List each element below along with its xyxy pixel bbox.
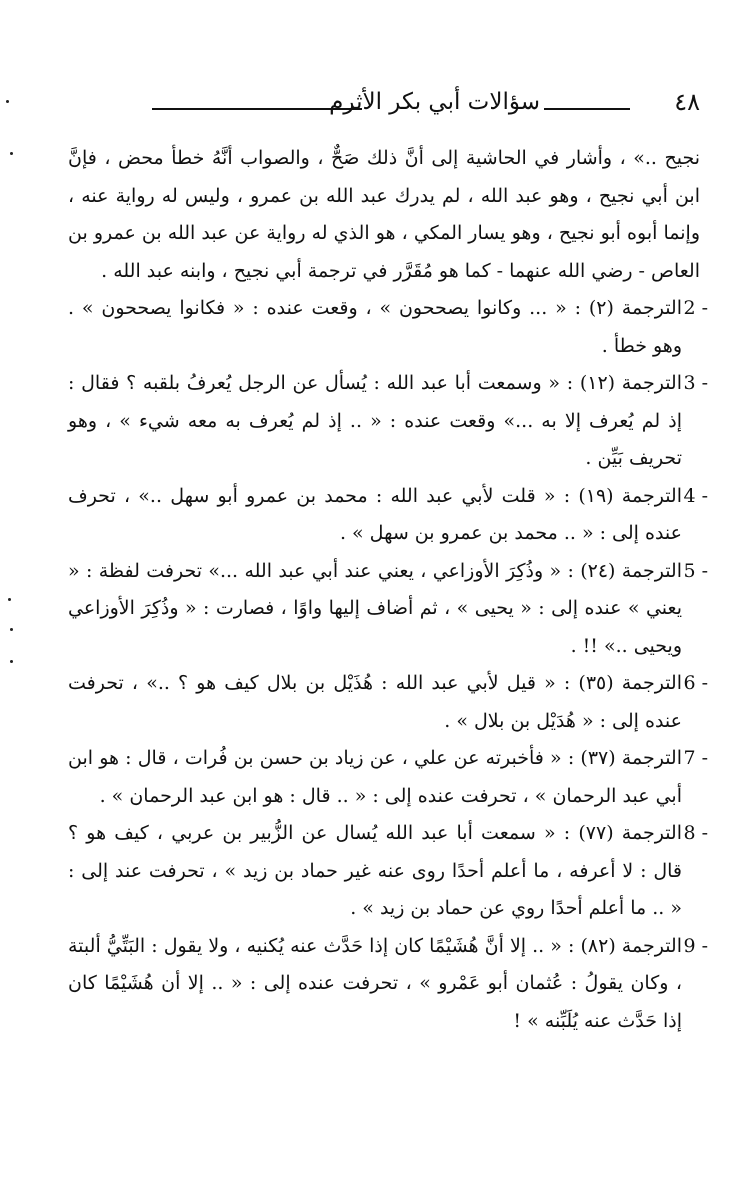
entry-text: الترجمة (٧٧) : « سمعت أبا عبد الله يُسال عن الزُّبير بن عربي ، كيف هو ؟ قال : لا أعرفه ، ما أعلم أحدًا روى عنه غير حماد بن زيد » ، تحرفت عند إلى : « .. ما أعلم أحدًا روي عن حماد بن زيد » . [68, 822, 683, 919]
running-title: سؤالات أبي بكر الأثرم [329, 89, 540, 115]
scan-speck [10, 628, 13, 631]
entry-number: 9 - [683, 934, 708, 957]
page-header [70, 86, 700, 122]
entry-number: 5 - [683, 559, 708, 582]
scan-speck [6, 100, 9, 103]
entry-text: الترجمة (٢) : « ... وكانوا يصححون » ، وقعت عنده : « فكانوا يصححون » . وهو خطأ . [68, 297, 682, 357]
header-rule-right [544, 108, 630, 110]
header-rule-left [152, 108, 362, 110]
page-body [68, 140, 708, 1040]
entry-number: 3 - [683, 372, 708, 394]
entry-8 [68, 815, 708, 928]
intro-paragraph: نجيح ..» ، وأشار في الحاشية إلى أنَّ ذلك صَحٌّ ، والصواب أنَّهُ خطأ محض ، فإنَّ ابن أبي نجيح ، وهو عبد الله ، لم يدرك عبد الله بن عمرو ، وليس له رواية عنه ، وإنما أبوه أبو نجيح ، وهو يسار المكي ، هو الذي له رواية عن عبد الله بن عمرو بن العاص - رضي الله عنهما - كما هو مُقَرَّر في ترجمة أبي نجيح ، وابنه عبد الله . [68, 147, 700, 282]
page-number: ٤٨ [674, 88, 700, 116]
entry-7 [68, 740, 708, 815]
entry-3 [68, 365, 708, 478]
entry-text: الترجمة (١٩) : « قلت لأبي عبد الله : محمد بن عمرو أبو سهل ..» ، تحرف عنده إلى : « .. محمد بن عمرو بن سهل » . [68, 484, 682, 544]
entry-4 [68, 478, 708, 553]
entry-6 [68, 665, 708, 740]
entry-2 [68, 290, 708, 365]
entry-9 [68, 928, 708, 1041]
entry-number: 7 - [683, 747, 708, 769]
entry-number: 4 - [683, 484, 708, 507]
entry-text: الترجمة (٣٥) : « قيل لأبي عبد الله : هُذَيْل بن بلال كيف هو ؟ ..» ، تحرفت عنده إلى : « هُدَيْل بن بلال » . [68, 672, 682, 732]
scan-speck [8, 598, 11, 601]
scan-speck [10, 660, 13, 663]
entry-number: 6 - [683, 672, 708, 694]
entry-5 [68, 553, 708, 666]
entry-text: الترجمة (٨٢) : « .. إلا أنَّ هُشَيْمًا كان إذا حَدَّث عنه يُكنيه ، ولا يقول : البَتِّيُّ ألبتة ، وكان يقولُ : عُثمان أبو عَمْرو » ، تحرفت عنده إلى : « .. إلا أن هُشَيْمًا كان إذا حَدَّث عنه يُلَبِّنه » ! [68, 934, 683, 1032]
entry-number: 8 - [683, 822, 708, 844]
entry-text: الترجمة (٣٧) : « فأخبرته عن علي ، عن زياد بن حسن بن فُرات ، قال : هو ابن أبي عبد الرحمان » ، تحرفت عنده إلى : « .. قال : هو ابن عبد الرحمان » . [68, 747, 683, 807]
entry-number: 2 - [683, 297, 708, 319]
scan-speck [10, 152, 13, 155]
entry-text: الترجمة (٢٤) : « وذُكِرَ الأوزاعي ، يعني عند أبي عبد الله ...» تحرفت لفظة : « يعني » عنده إلى : « يحيى » ، ثم أضاف إليها واوًا ، فصارت : « وذُكِرَ الأوزاعي ويحيى ..» !! . [68, 559, 682, 657]
entry-text: الترجمة (١٢) : « وسمعت أبا عبد الله : يُسأل عن الرجل يُعرفُ بلقبه ؟ فقال : إذ لم يُعرف إلا به ...» وقعت عنده : « .. إذ لم يُعرف به معه شيء » ، وهو تحريف بَيِّن . [68, 372, 682, 469]
